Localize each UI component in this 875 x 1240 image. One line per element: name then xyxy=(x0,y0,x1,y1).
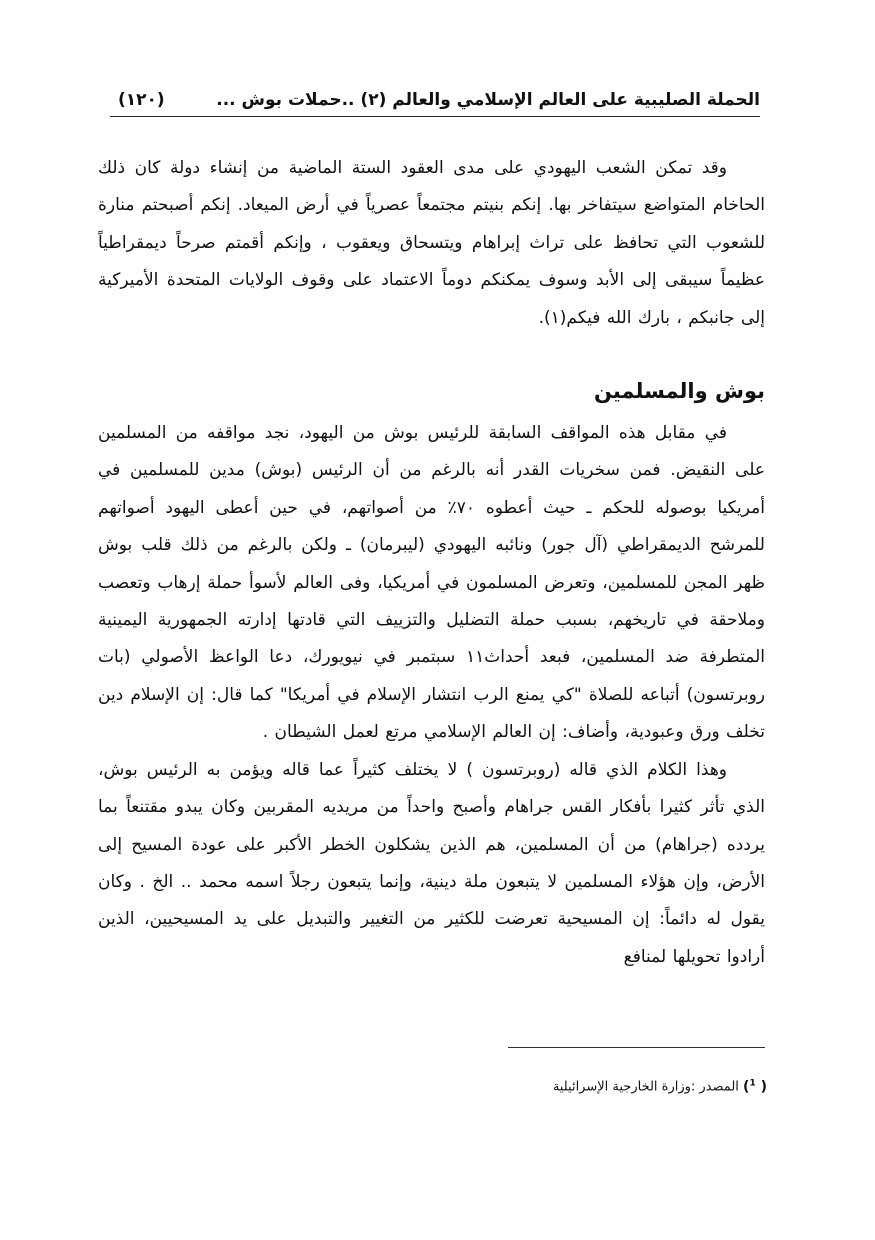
page-header xyxy=(110,84,760,117)
paragraph-3: وهذا الكلام الذي قاله (روبرتسون ) لا يختلف كثيراً عما قاله ويؤمن به الرئيس بوش، الذي تأثر كثيرا بأفكار القس جراهام وأصبح واحداً من مريديه المقربين وكان يبدو مقتنعاً بما يردده (جراهام) من أن المسلمين، هم الذين يشكلون الخطر الأكبر على عودة المسيح إلى الأرض، وإن هؤلاء المسلمين لا يتبعون ملة دينية، وإنما يتبعون رجلاً اسمه محمد .. الخ . وكان يقول له دائماً: إن المسيحية تعرضت للكثير من التغيير والتبديل على يد المسيحيين، الذين أرادوا تحويلها لمنافع xyxy=(98,759,765,967)
paragraph-1: وقد تمكن الشعب اليهودي على مدى العقود الستة الماضية من إنشاء دولة كان ذلك الحاخام المتواضع سيتفاخر بها. إنكم بنيتم مجتمعاً عصرياً في أرض الميعاد. إنكم أصبحتم منارة للشعوب التي تحافظ على تراث إبراهام ويتسحاق ويعقوب ، وإنكم أقمتم صرحاً ديمقراطياً عظيماً سيبقى إلى الأبد وسوف يمكنكم دوماً الاعتماد على وقوف الولايات المتحدة الأميركية إلى جانبكم ، بارك الله فيكم(١). xyxy=(98,158,765,328)
page-body xyxy=(98,150,765,976)
footnote-text: المصدر :وزارة الخارجية الإسرائيلية xyxy=(552,1079,739,1095)
header-title: الحملة الصليبية على العالم الإسلامي والعالم (٢) ..حملات بوش ... xyxy=(216,90,760,110)
section-heading: بوش والمسلمين xyxy=(593,379,765,404)
footnote xyxy=(553,1078,767,1095)
page-number: (١٢٠) xyxy=(118,90,165,110)
footnote-marker: ( $^1$) xyxy=(743,1078,767,1095)
paragraph-2: في مقابل هذه المواقف السابقة للرئيس بوش من اليهود، نجد مواقفه من المسلمين على النقيض. فمن سخريات القدر أنه بالرغم من أن الرئيس (بوش) مدين للمسلمين في أمريكيا بوصوله للحكم ـ حيث أعطوه ٧٠٪ من أصواتهم، في حين أعطى اليهود أصواتهم للمرشح الديمقراطي (آل جور) ونائبه اليهودي (ليبرمان) ـ ولكن بالرغم من ذلك قلب بوش ظهر المجن للمسلمين، وتعرض المسلمون في أمريكيا، وفى العالم لأسوأ حملة إرهاب وتعصب وملاحقة في تاريخهم، بسبب حملة التضليل والتزييف التي قادتها إدارته الجمهورية اليمينية المتطرفة ضد المسلمين، فبعد أحداث١١ سبتمبر في نيويورك، دعا الواعظ الأصولي (بات روبرتسون) أتباعه للصلاة "كي يمنع الرب انتشار الإسلام في أمريكا" كما قال: إن الإسلام دين تخلف ورق وعبودية، وأضاف: إن العالم الإسلامي مرتع لعمل الشيطان . xyxy=(98,423,765,743)
footnote-divider xyxy=(508,1047,765,1048)
